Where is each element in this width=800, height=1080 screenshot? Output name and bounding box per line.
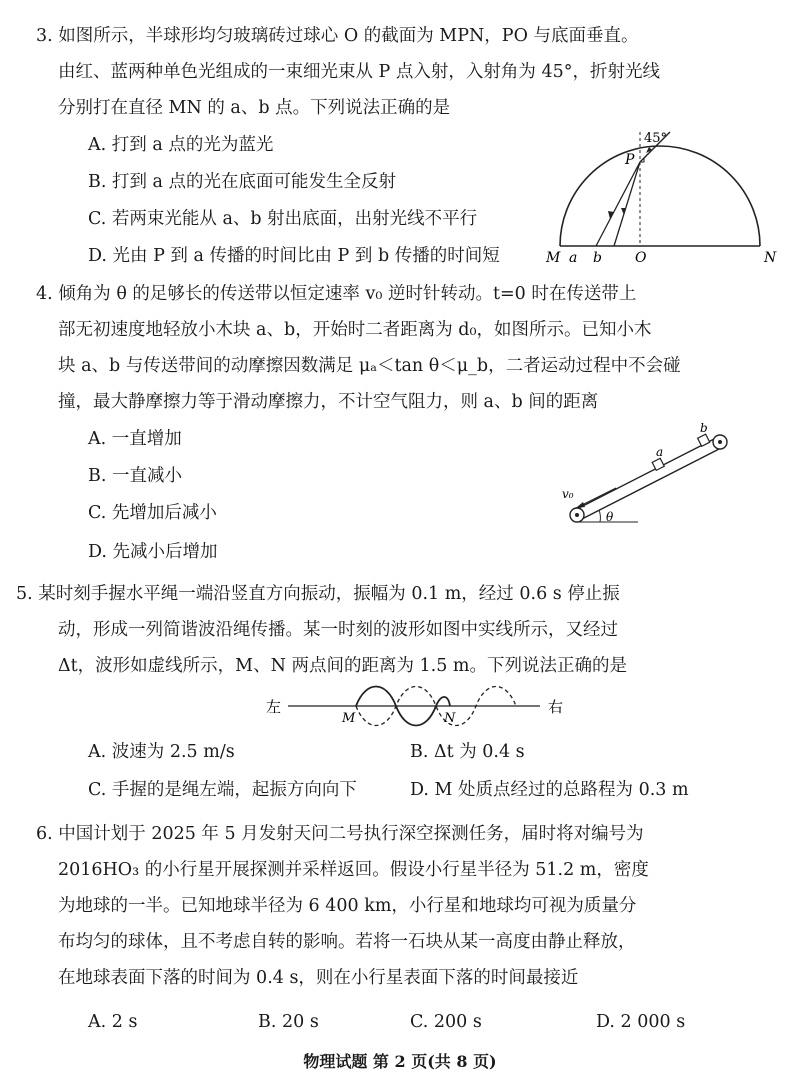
point-a-label: a	[569, 250, 578, 266]
page-footer: 物理试题 第 2 页(共 8 页)	[303, 1052, 497, 1071]
q4-option-b: B. 一直减小	[88, 466, 182, 486]
right-label: 右	[548, 698, 564, 716]
upper-pulley-axle	[718, 440, 722, 444]
point-m-label: M	[546, 250, 561, 266]
q6-stem-line-3: 为地球的一半。已知地球半径为 6 400 km，小行星和地球均可视为质量分	[58, 896, 637, 916]
q5-option-a: A. 波速为 2.5 m/s	[88, 742, 235, 762]
q4-stem-line-2: 部无初速度地轻放小木块 a、b，开始时二者距离为 d₀，如图所示。已知小木	[58, 320, 652, 340]
q3-stem-line-2: 由红、蓝两种单色光组成的一束细光束从 P 点入射，入射角为 45°，折射光线	[58, 62, 660, 82]
q3-hemisphere-figure	[540, 128, 800, 268]
q5-wave-figure	[260, 682, 580, 728]
q6-stem-line-4: 布均匀的球体，且不考虑自转的影响。若将一石块从某一高度由静止释放，	[58, 932, 636, 952]
block-b-label: b	[700, 421, 708, 435]
lower-pulley-axle	[575, 513, 579, 517]
q4-option-c: C. 先增加后减小	[88, 503, 217, 523]
q6-option-b: B. 20 s	[258, 1012, 319, 1032]
point-n-label: N	[764, 250, 777, 266]
q3-stem-line-3: 分别打在直径 MN 的 a、b 点。下列说法正确的是	[58, 98, 451, 118]
block-a-label: a	[656, 445, 664, 459]
point-m-label: M	[342, 711, 356, 726]
left-label: 左	[266, 698, 282, 716]
angle-arc	[599, 510, 600, 522]
q5-stem-line-1: 5. 某时刻手握水平绳一端沿竖直方向振动，振幅为 0.1 m，经过 0.6 s 停止振	[16, 584, 620, 604]
q5-stem-line-3: Δt，波形如虚线所示，M、N 两点间的距离为 1.5 m。下列说法正确的是	[58, 656, 628, 676]
hemisphere-arc	[560, 146, 760, 246]
point-b-label: b	[593, 250, 602, 266]
q6-stem-line-5: 在地球表面下落的时间为 0.4 s，则在小行星表面下落的时间最接近	[58, 968, 579, 988]
block-a	[652, 458, 664, 470]
point-o-label: O	[635, 250, 647, 266]
q6-stem-line-1: 6. 中国计划于 2025 年 5 月发射天问二号执行深空探测任务，届时将对编号为	[36, 824, 644, 844]
belt-top	[575, 437, 718, 510]
q4-stem-line-4: 撞，最大静摩擦力等于滑动摩擦力，不计空气阻力，则 a、b 间的距离	[58, 392, 599, 412]
q3-option-d: D. 光由 P 到 a 传播的时间比由 P 到 b 传播的时间短	[88, 246, 500, 266]
q4-conveyor-figure	[556, 418, 736, 538]
q6-stem-line-2: 2016HO₃ 的小行星开展探测并采样返回。假设小行星半径为 51.2 m，密度	[58, 860, 649, 880]
q3-stem-line-1: 3. 如图所示，半球形均匀玻璃砖过球心 O 的截面为 MPN，PO 与底面垂直。	[36, 26, 639, 46]
q3-option-a: A. 打到 a 点的光为蓝光	[88, 135, 274, 155]
q5-option-d: D. M 处质点经过的总路程为 0.3 m	[410, 780, 689, 800]
q6-option-d: D. 2 000 s	[596, 1012, 686, 1032]
velocity-label: v₀	[562, 487, 574, 501]
point-p-label: P	[625, 152, 635, 168]
q4-option-d: D. 先减小后增加	[88, 542, 218, 562]
angle-45-label: 45°	[644, 131, 668, 146]
q6-option-c: C. 200 s	[410, 1012, 482, 1032]
q4-option-a: A. 一直增加	[88, 429, 182, 449]
block-b	[698, 434, 710, 446]
q4-stem-line-3: 块 a、b 与传送带间的动摩擦因数满足 μₐ＜tan θ＜μ_b，二者运动过程中不会碰	[58, 356, 681, 376]
q3-option-b: B. 打到 a 点的光在底面可能发生全反射	[88, 172, 397, 192]
q5-stem-line-2: 动，形成一列简谐波沿绳传播。某一时刻的波形如图中实线所示，又经过	[58, 620, 618, 640]
q4-stem-line-1: 4. 倾角为 θ 的足够长的传送带以恒定速率 v₀ 逆时针转动。t=0 时在传送带上	[36, 284, 637, 304]
q5-option-c: C. 手握的是绳左端，起振方向向下	[88, 780, 357, 800]
q3-option-c: C. 若两束光能从 a、b 射出底面，出射光线不平行	[88, 209, 478, 229]
theta-label: θ	[606, 510, 614, 524]
belt-bottom	[580, 447, 723, 520]
q6-option-a: A. 2 s	[88, 1012, 138, 1032]
q5-option-b: B. Δt 为 0.4 s	[410, 742, 525, 762]
point-n-label: N	[444, 711, 456, 726]
velocity-arrowhead	[576, 502, 585, 508]
